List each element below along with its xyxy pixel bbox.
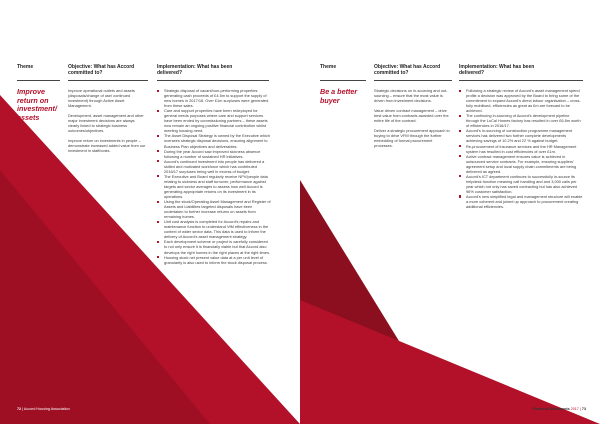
right-objective-paragraph: Strategic decisions on in-sourcing and out-sourcing – ensure that the most value is driven from investment decisions. [374, 88, 448, 104]
right-objective-paragraph: Deliver a strategic procurement approach to buying to drive VFM through the further embedding of formal procurement processes. [374, 128, 450, 149]
list-item: The Asset Disposal Strategy is owned by the Executive which oversees strategic disposal decisions, ensuring alignment to Business Plan objectives and deliverables. [157, 133, 271, 148]
list-item: Following a strategic review of Accord's asset management spend profile a decision was approved by the Board to bring some of the commitment to expand Accord's direct labour organisation – cross-fully mobilised, efficiencies as great as £m are forecast to be achieved. [459, 88, 583, 113]
right-objective-paragraph: Value driven contract management – drive best value from contracts awarded over the entire life of the contract. [374, 108, 449, 124]
list-item: Accord's in-sourcing of construction programme management services has delivered two further complete developments achieving savings of 10.2% and 22 % against budget. [459, 128, 583, 143]
left-objective-rule [68, 80, 148, 81]
list-item: Accord's continued investment into people has delivered a skilled and motivated workforce which has contributed 2016/17 surpluses being well in excess of budget. [157, 159, 271, 174]
list-item: The Executive and Board regularly receive NPV/people data relating to sickness and staff turnover, performance against targets and sector averages to assess how well Accord is generating appropriate returns on its investment in its operations. [157, 174, 271, 199]
list-item: Each development scheme or project is carefully considered to not only ensure it is financially viable but that Accord also develops the right homes in the right places at the right times. [157, 239, 271, 254]
list-item: During the year Accord saw improved sickness absence following a number of sustained HR initiatives. [157, 149, 271, 159]
list-item: Strategic disposal of vacant/non-performing properties generating cash proceeds of £4.5m to support the supply of new homes in 2017/18. Over £1m surpluses were generated from these sales. [157, 88, 271, 108]
list-item: Care and support properties have been redeployed for general needs purposes where care and support services have been ended by commissioning partners – these assets now remain an ongoing positive financial contribution whilst meeting housing need. [157, 108, 271, 133]
list-item: Active contract management ensures value is achieved in outsourced service contracts. For example, ensuring suppliers' agreement setup and local supply chain commitments are being delivered as agreed. [459, 154, 583, 174]
left-footer: 72 | Accord Housing Association [17, 407, 70, 411]
right-objective-text [374, 88, 452, 153]
right-implementation-rule [459, 80, 583, 81]
list-item: The continuing in-sourcing of Accord's development pipeline through the LoCal Homes factory has resulted in over £6.8m worth of efficiencies in 2016/17. [459, 113, 583, 128]
list-item: Accord's new simplified legal and management structure will enable a more coherent and joined up approach to procurement creating additional efficiencies. [459, 194, 583, 209]
left-implementation-rule [157, 80, 269, 81]
right-footer: Financial Statements 2017 | 73 [532, 407, 586, 411]
left-implementation-list [157, 88, 271, 265]
list-item: Using the stock/Operating Asset Management and Register of Assets and Liabilities targeted disposals have been undertaken to further increase returns on assets from remaining homes. [157, 199, 271, 219]
list-item: Unit cost analysis is completed for Accord's repairs and maintenance function to understand VfM effectiveness in the context of wider sector data. This data is used to inform the delivery of Accord's asset management strategy. [157, 219, 271, 239]
left-theme-header: Theme [17, 64, 34, 70]
right-theme-rule [320, 80, 366, 81]
left-objective-paragraph: Improve return on investments in people – demonstrate increased added value from our investment in staff/costs. [68, 138, 146, 154]
right-objective-header: Objective: What has Accord committed to? [374, 64, 441, 77]
left-theme-title: Improve return on investment/ assets [17, 87, 57, 122]
left-page-number: 72 [17, 407, 22, 411]
left-footer-org: Accord Housing Association [23, 407, 70, 411]
right-implementation-header: Implementation: What has been delivered? [459, 64, 535, 77]
left-objective-header: Objective: What has Accord committed to? [68, 64, 135, 77]
right-page-number: 73 [581, 407, 586, 411]
left-theme-rule [17, 80, 60, 81]
left-objective-text [68, 88, 146, 159]
right-theme-title: Be a better buyer [320, 87, 358, 105]
left-objective-paragraph: Development, asset management and other major investment decisions are always clearly linked to strategic business outcomes/objectives. [68, 113, 144, 134]
list-item: Accord's ICT department continues to successfully in-source its helpdesk function meaning call handling and and 3,000 calls per year which not only has saved contracting but has also achieved 96% customer satisfaction. [459, 174, 583, 194]
right-implementation-list [459, 88, 583, 209]
left-objective-paragraph: Improve operational outlets and assets (disposals/change of use/ continued investment) through Active Asset Management. [68, 88, 135, 109]
right-footer-title: Financial Statements [532, 407, 570, 411]
list-item: Housing stock net present value data at a per unit level of granularity is also used to inform the stock disposal process. [157, 255, 271, 265]
right-objective-rule [374, 80, 452, 81]
left-implementation-header: Implementation: What has been delivered? [157, 64, 233, 77]
right-footer-year: 2017 [570, 407, 579, 411]
list-item: Re-procurement of insurance services and the HR Management system has resulted in cost efficiencies of over £1m. [459, 144, 583, 154]
right-theme-header: Theme [320, 64, 337, 70]
